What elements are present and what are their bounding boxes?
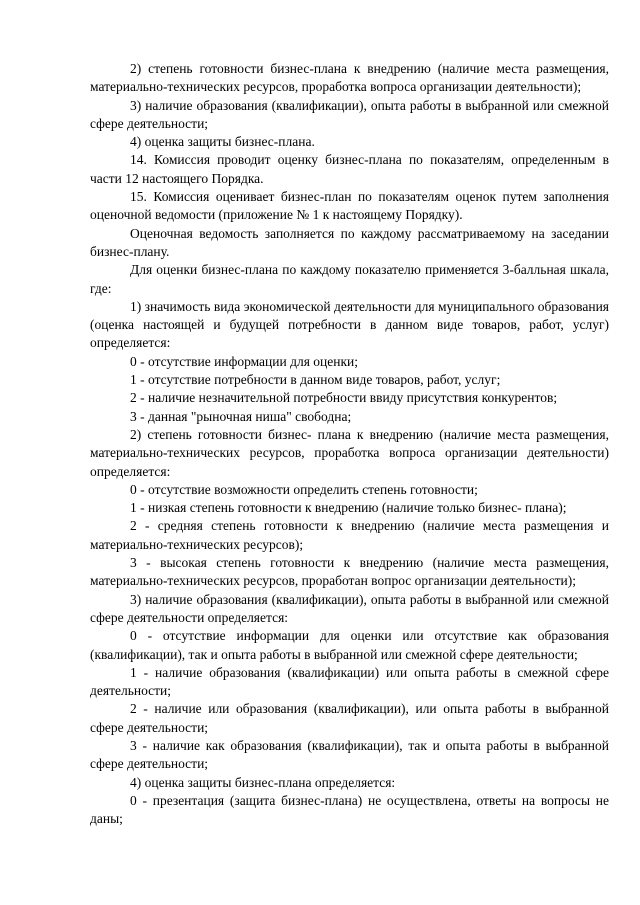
paragraph: 2 - средняя степень готовности к внедрению (наличие места размещения и материально-технических ресурсов);	[90, 518, 609, 552]
paragraph: 2 - наличие или образования (квалификации), или опыта работы в выбранной сфере деятельности;	[90, 701, 609, 735]
paragraph: 2 - наличие незначительной потребности ввиду присутствия конкурентов;	[130, 390, 558, 406]
paragraph: Оценочная ведомость заполняется по каждому рассматриваемому на заседании бизнес-плану.	[90, 225, 609, 259]
paragraph: 1) значимость вида экономической деятельности для муниципального образования (оценка настоящей и будущей потребности в данном виде товаров, работ, услуг) определяется:	[90, 298, 609, 351]
paragraph: 2) степень готовности бизнес-плана к внедрению (наличие места размещения, материально-технических ресурсов, проработка вопроса организации деятельности);	[90, 61, 609, 95]
paragraph: Для оценки бизнес-плана по каждому показателю применяется 3-балльная шкала, где:	[90, 262, 609, 296]
paragraph: 1 - наличие образования (квалификации) или опыта работы в смежной сфере деятельности;	[90, 664, 609, 699]
paragraph: 3) наличие образования (квалификации), опыта работы в выбранной или смежной сфере деятельности определяется:	[90, 591, 609, 625]
paragraph: 3 - данная "рыночная ниша" свободна;	[130, 408, 352, 424]
paragraph: 4) оценка защиты бизнес-плана определяется:	[130, 774, 396, 790]
paragraph: 3 - наличие как образования (квалификации), так и опыта работы в выбранной сфере деятельности;	[90, 737, 609, 772]
document-body	[90, 60, 609, 828]
paragraph: 0 - презентация (защита бизнес-плана) не осуществлена, ответы на вопросы не даны;	[90, 792, 609, 827]
paragraph: 15. Комиссия оценивает бизнес-план по показателям оценок путем заполнения оценочной ведомости (приложение № 1 к настоящему Порядку).	[90, 189, 609, 223]
paragraph: 3) наличие образования (квалификации), опыта работы в выбранной или смежной сфере деятельности;	[90, 97, 609, 131]
paragraph: 1 - низкая степень готовности к внедрению (наличие только бизнес- плана);	[130, 500, 567, 516]
paragraph: 4) оценка защиты бизнес-плана.	[130, 134, 315, 150]
paragraph: 0 - отсутствие информации для оценки;	[130, 353, 359, 369]
paragraph: 0 - отсутствие возможности определить степень готовности;	[130, 481, 478, 497]
paragraph: 1 - отсутствие потребности в данном виде товаров, работ, услуг;	[130, 372, 501, 388]
paragraph: 2) степень готовности бизнес- плана к внедрению (наличие места размещения, материально-технических ресурсов, проработка вопроса организации деятельности) определяется:	[90, 426, 609, 479]
paragraph: 14. Комиссия проводит оценку бизнес-плана по показателям, определенным в части 12 настоящего Порядка.	[90, 152, 609, 186]
paragraph: 0 - отсутствие информации для оценки или отсутствие как образования (квалификации), так и опыта работы в выбранной или смежной сфере деятельности;	[90, 628, 609, 662]
paragraph: 3 - высокая степень готовности к внедрению (наличие места размещения, материально-технических ресурсов, проработан вопрос организации деятельности);	[90, 555, 609, 589]
